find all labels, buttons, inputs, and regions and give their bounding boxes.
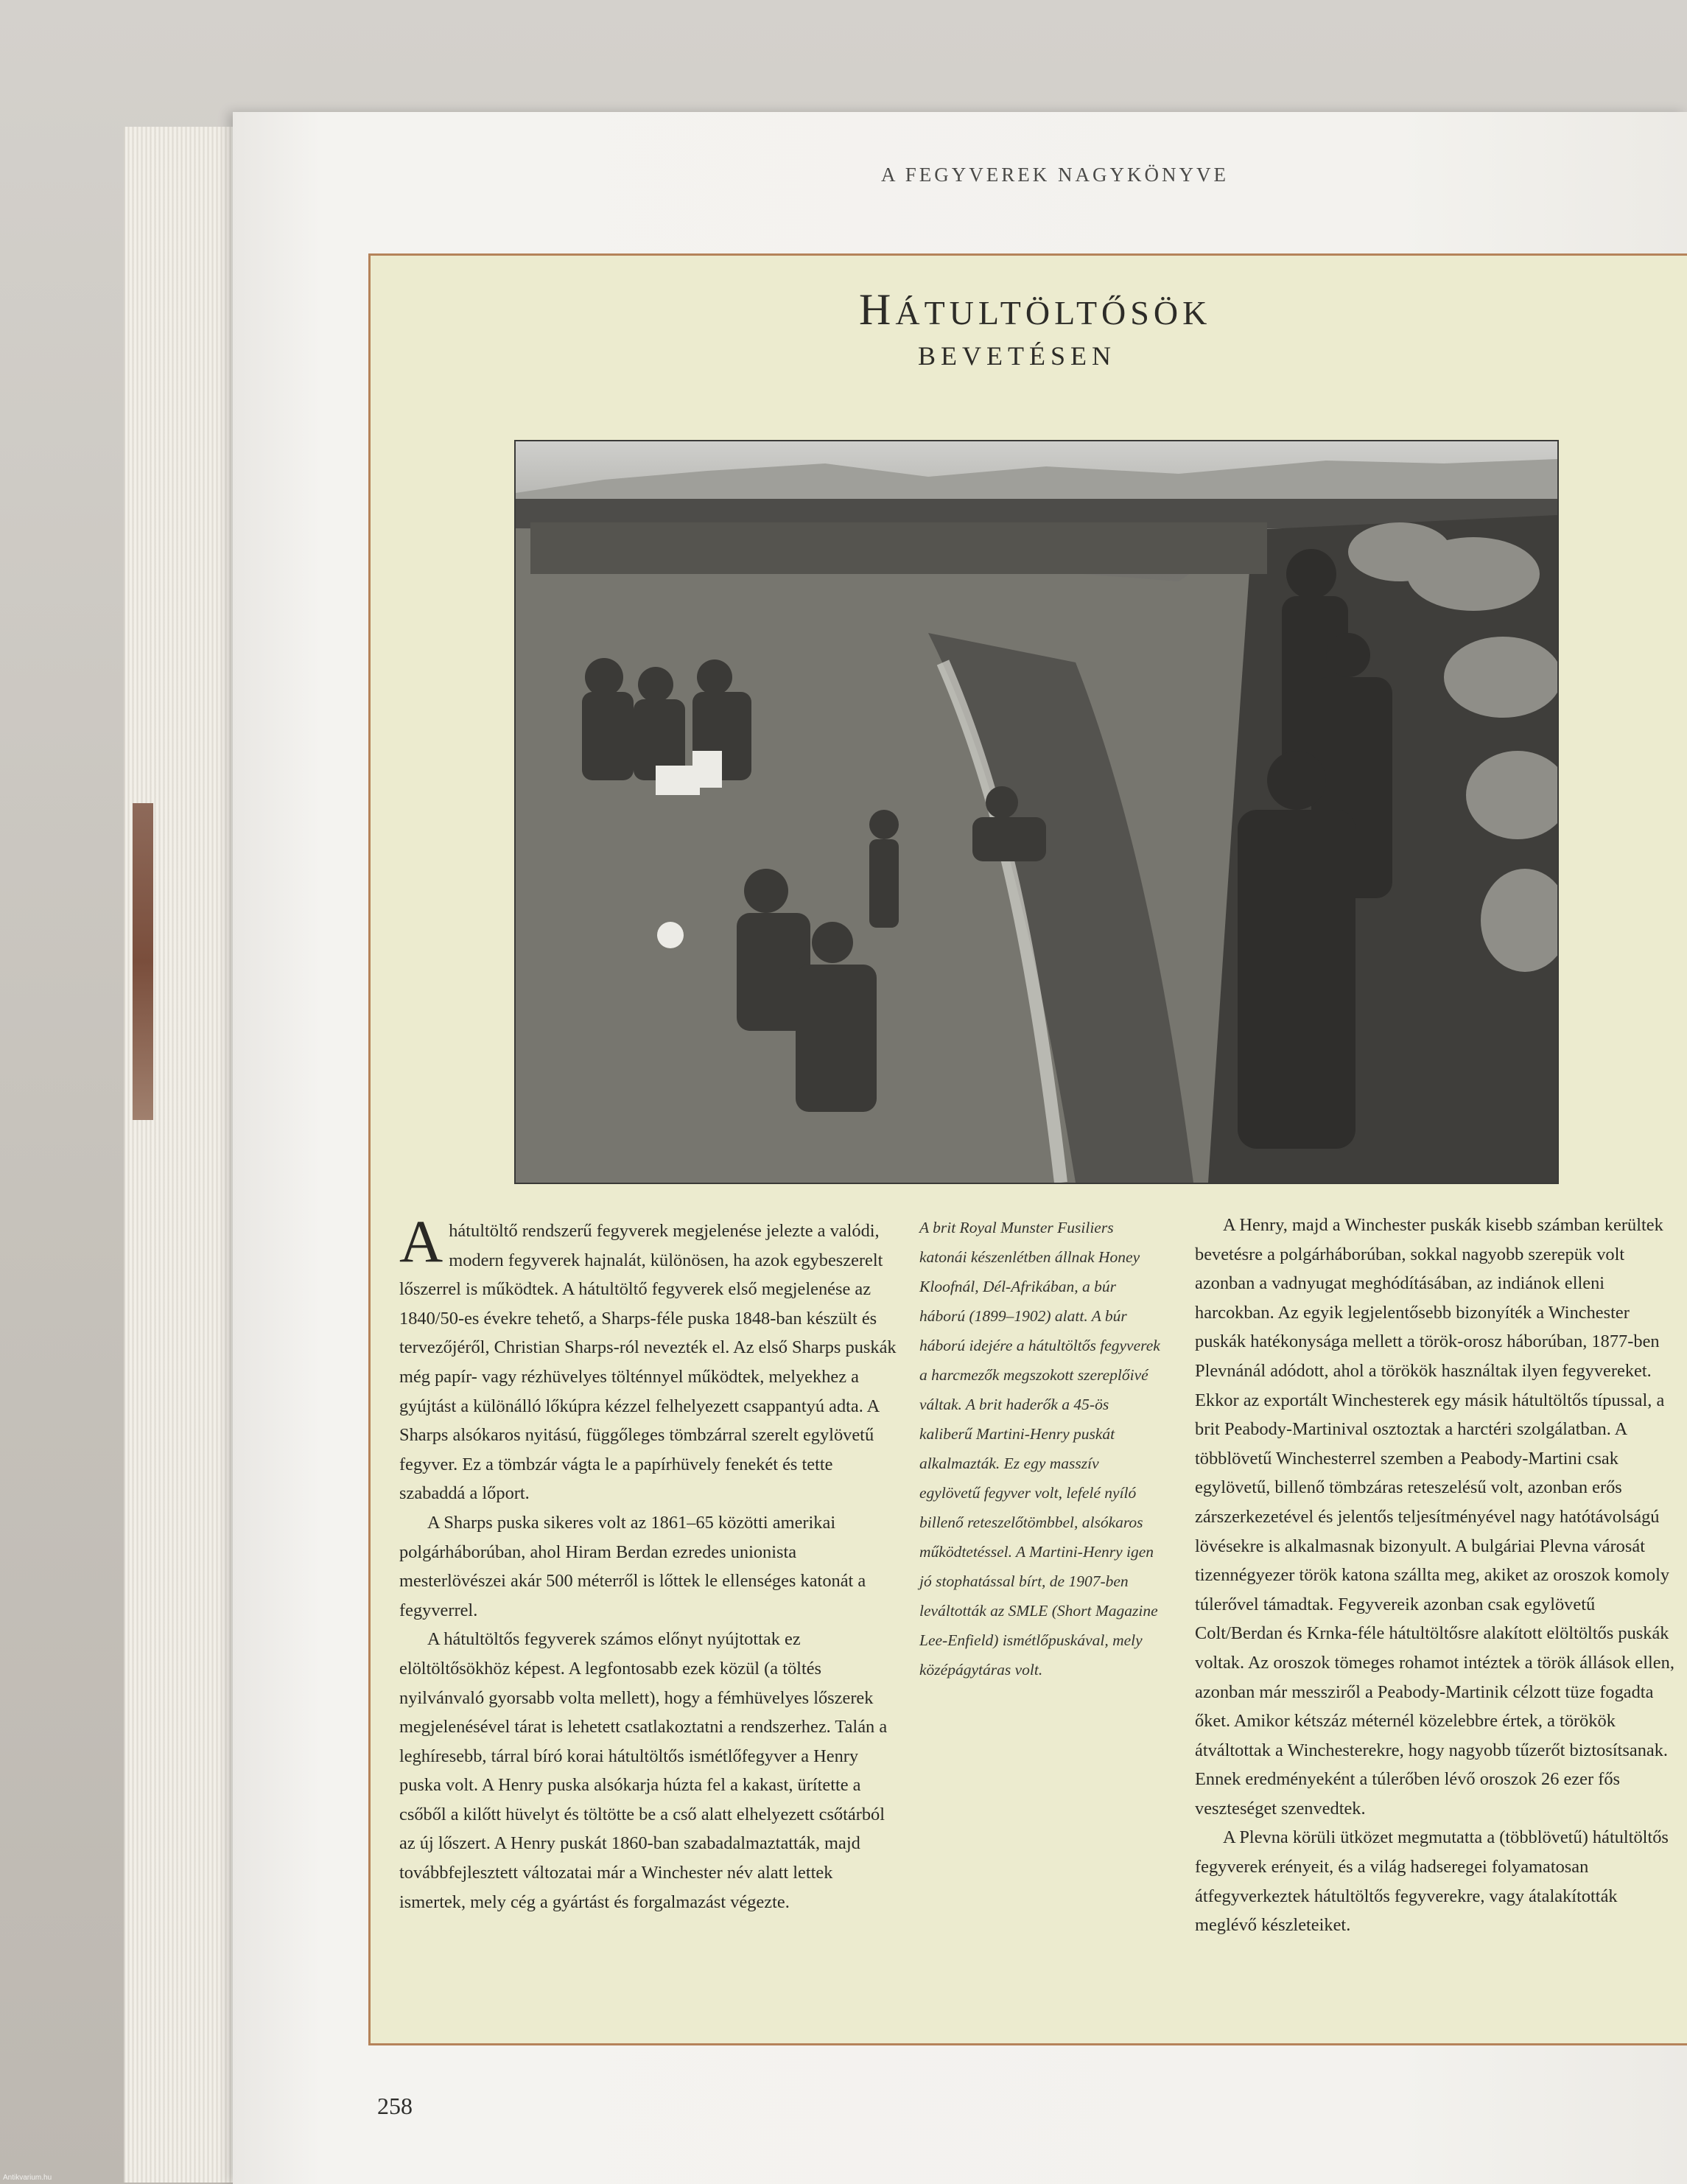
drop-cap: A	[399, 1208, 443, 1275]
page-title-line-1	[859, 284, 1212, 335]
body-column-3	[1195, 1211, 1681, 1940]
watermark: Antikvarium.hu	[3, 2174, 52, 2182]
page-title-line-2: BEVETÉSEN	[918, 341, 1116, 371]
paragraph-3: A hátultöltős fegyverek számos előnyt nyújtottak ez elöltöltősökhöz képest. A legfontosabb ezek közül (a töltés nyilvánvaló gyorsabb volta mellett), hogy a fémhüvelyes lőszerek megjelenésével tárat is lehetett csatlakoztatni a rendszerhez. Talán a leghíresebb, tárral bíró korai hátultöltős ismétlőfegyver a Henry puska volt. A Henry puska alsókarja húzta fel a kakast, ürítette a csőből a kilőtt hüvelyt és töltötte be a cső alatt elhelyezett csőtárból az új lőszert. A Henry puskát 1860-ban szabadalmaztatták, majd továbbfejlesztett változatai már a Winchester név alatt lettek ismertek, mely cég a gyártást és forgalmazást végezte.	[399, 1629, 888, 1912]
page-number: 258	[377, 2093, 413, 2119]
body-column-1	[399, 1208, 900, 1917]
paragraph-4: A Henry, majd a Winchester puskák kisebb számban kerültek bevetésre a polgárháborúban, sokkal nagyobb szerepük volt azonban a vadnyugat meghódításában, az indiánok elleni harcokban. Az egyik legjelentősebb bizonyíték a Winchester puskák hatékonysága mellett a török-orosz háborúban, 1877-ben Plevnánál adódott, ahol a törökök használtak ilyen fegyvereket. Ekkor az exportált Winchesterek egy másik hátultöltős típussal, a brit Peabody-Martinival osztoztak a harctéri szolgálatban. A többlövetű Winchesterrel szemben a Peabody-Martini csak egylövetű, billenő tömbzáras reteszelésű volt, azonban erős zárszerkezetével és jelentős teljesítményével nagy hatótávolságú lövésekre is alkalmasnak bizonyult. A bulgáriai Plevna városát tizennégyezer török katona szállta meg, akiket az oroszok komoly túlerővel támadtak. Fegyvereik azonban csak egylövetű Colt/Berdan és Krnka-féle hátultöltősre alakított elöltöltős puskák voltak. Az oroszok tömeges rohamot intéztek a török állások ellen, azonban már messziről a Peabody-Martinik célzott tüze fogadta őket. Amikor kétszáz méternél közelebbre értek, a törökök átváltottak a Winchesterekre, hogy nagyobb tűzerőt biztosítsanak. Ennek eredményeként a túlerőben lévő oroszok 26 ezer fős veszteséget szenvedtek.	[1195, 1215, 1674, 1819]
paragraph-1-text: hátultöltő rendszerű fegyverek megjelenése jelezte a valódi, modern fegyverek hajnalát, különösen, ha azok egybeszerelt lőszerrel is működtek. A hátultöltő fegyverek első megjelenése az 1840/50-es évekre tehető, a Sharps-féle puska 1848-ban készült és tervezőjéről, Christian Sharps-ról nevezték el. Az első Sharps puskák még papír- vagy rézhüvelyes tölténnyel működtek, melyekhez a gyújtást a különálló lőkúpra kézzel felhelyezett csappantyú adta. A Sharps alsókaros nyitású, függőleges tömbzárral szerelt egylövetű fegyver. Ez a tömbzár vágta le a papírhüvely fenekét és tette szabaddá a lőport.	[399, 1221, 897, 1504]
paragraph-1	[399, 1208, 900, 1508]
book-cover-edge	[133, 803, 153, 1120]
title-initial: H	[859, 285, 896, 334]
paragraph-5: A Plevna körüli ütközet megmutatta a (többlövetű) hátultöltős fegyverek erényeit, és a világ hadseregei folyamatosan átfegyverkeztek hátultöltős fegyverekre, vagy átalakították meglévő készleteiket.	[1195, 1827, 1669, 1936]
photo-illustration	[516, 441, 1557, 1183]
running-head: A FEGYVEREK NAGYKÖNYVE	[881, 164, 1229, 186]
paragraph-2: A Sharps puska sikeres volt az 1861–65 közötti amerikai polgárháborúban, ahol Hiram Berdan ezredes unionista mesterlövészei akár 500 méterről is lőttek le ellenséges katonát a fegyverrel.	[399, 1512, 866, 1620]
trench-battle-photo	[514, 440, 1559, 1184]
caption-text: A brit Royal Munster Fusiliers katonái készenlétben állnak Honey Kloofnál, Dél-Afrikában, a búr háború (1899–1902) alatt. A búr háború idejére a hátultöltős fegyverek a harcmezők megszokott szereplőivé váltak. A brit haderők a 45-ös kaliberű Martini-Henry puskát alkalmazták. Ez egy masszív egylövetű fegyver volt, lefelé nyíló billenő reteszelőtömbbel, alsókaros működtetéssel. A Martini-Henry igen jó stophatással bírt, de 1907-ben leváltották az SMLE (Short Magazine Lee-Enfield) ismétlőpuskával, mely középágytáras volt.	[919, 1219, 1160, 1679]
title-rest: ÁTULTÖLTŐSÖK	[895, 294, 1212, 332]
book-page-edges	[124, 127, 236, 2183]
photo-caption	[919, 1213, 1162, 1684]
